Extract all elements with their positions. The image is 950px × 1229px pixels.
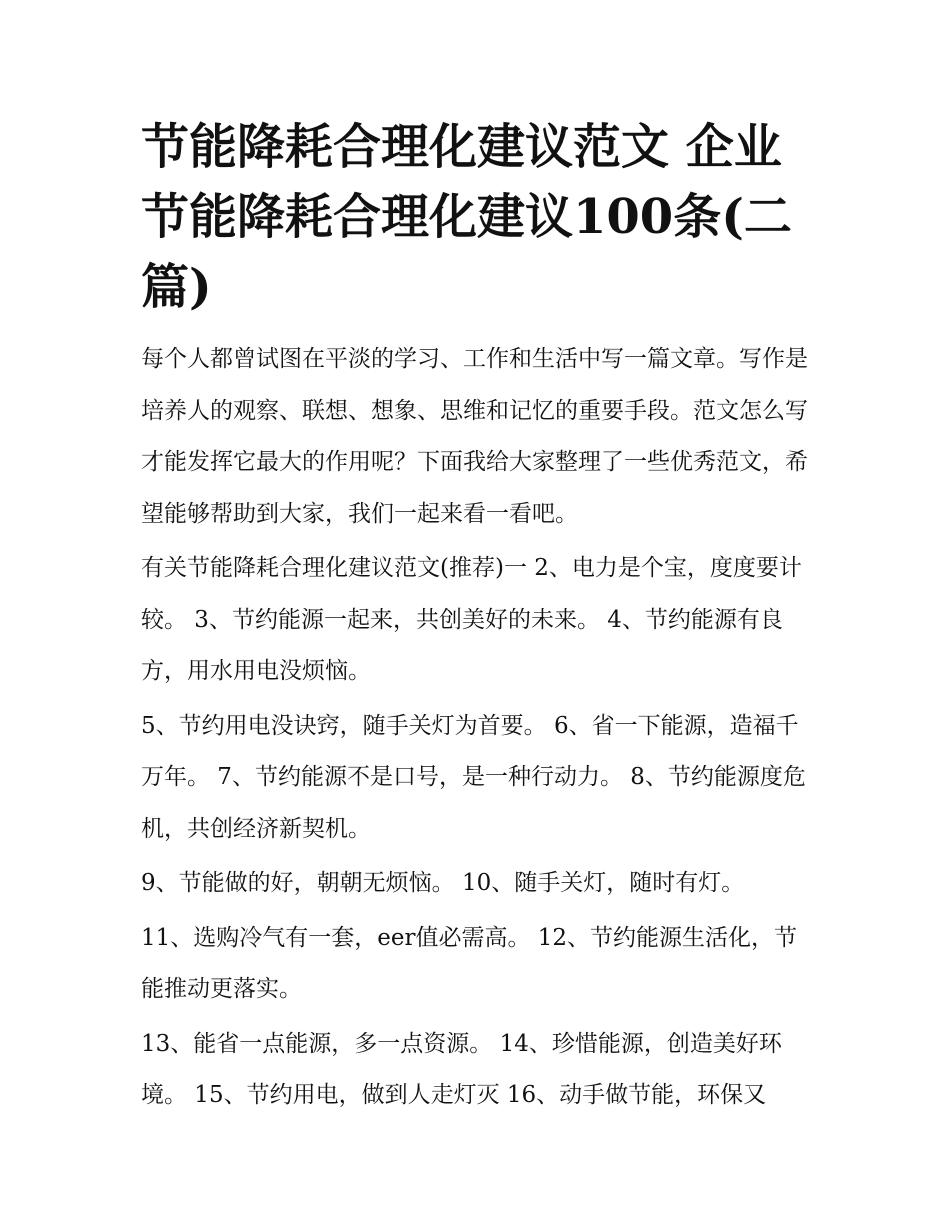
paragraph-3: 9、节能做的好，朝朝无烦恼。 10、随手关灯，随时有灯。 bbox=[141, 870, 745, 896]
document-page bbox=[141, 112, 813, 1122]
paragraph-5: 13、能省一点能源，多一点资源。 14、珍惜能源，创造美好环境。 15、节约用电，做到人走灯灭 16、动手做节能，环保又 bbox=[141, 1030, 782, 1108]
document-title: 节能降耗合理化建议范文 企业节能降耗合理化建议100条(二篇) bbox=[141, 119, 792, 315]
paragraph-2: 5、节约用电没诀窍，随手关灯为首要。 6、省一下能源，造福千万年。 7、节约能源不是口号，是一种行动力。 8、节约能源度危机，共创经济新契机。 bbox=[141, 712, 806, 842]
paragraph-1: 有关节能降耗合理化建议范文(推荐)一 2、电力是个宝，度度要计较。 3、节约能源一起来，共创美好的未来。 4、节约能源有良方，用水用电没烦恼。 bbox=[141, 555, 802, 684]
paragraph-intro: 每个人都曾试图在平淡的学习、工作和生活中写一篇文章。写作是培养人的观察、联想、想象、思维和记忆的重要手段。范文怎么写才能发挥它最大的作用呢？下面我给大家整理了一些优秀范文，希望能够帮助到大家，我们一起来看一看吧。 bbox=[141, 346, 808, 527]
paragraph-4: 11、选购冷气有一套，eer值必需高。 12、节约能源生活化，节能推动更落实。 bbox=[141, 924, 798, 1002]
